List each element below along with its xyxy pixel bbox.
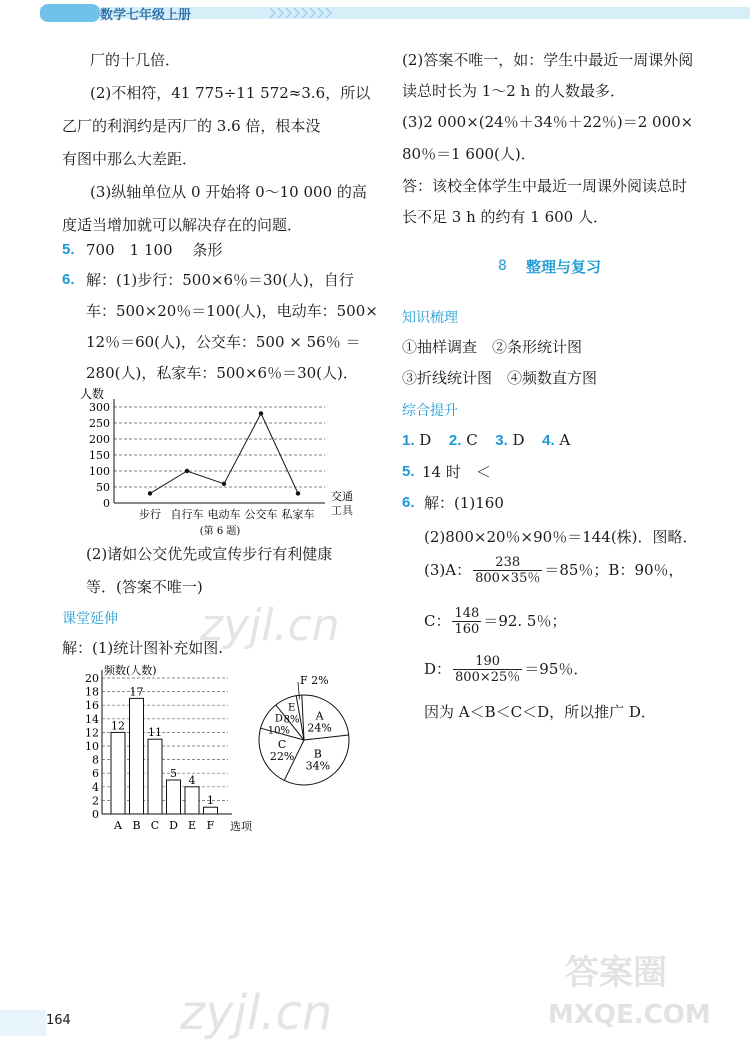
right-line-4: 80％＝1 600(人)．: [402, 145, 536, 163]
line-chart-series-line: [150, 413, 298, 493]
pie-chart: [248, 668, 360, 798]
answer-2-number: 2.: [448, 432, 462, 449]
bar-chart-bar: [130, 698, 144, 814]
fraction-c: [452, 606, 481, 637]
answer-6-part-1: 解：(1)160: [424, 494, 504, 512]
bar-chart-ytick: 10: [85, 740, 99, 753]
line-chart-ytick: 300: [89, 401, 110, 414]
frac-d-prefix: D：: [424, 660, 452, 678]
watermark-1: zyjl.cn: [200, 600, 340, 651]
answer-5: 14 时 ＜: [422, 463, 491, 481]
line-chart-xtick: 电动车: [207, 508, 241, 521]
line-chart-xtick: 公交车: [244, 508, 278, 521]
bar-chart-bar: [204, 807, 218, 814]
left-line-5: (3)纵轴单位从 0 开始将 0～10 000 的高: [90, 183, 367, 201]
fraction-d-denominator: 800×25％: [455, 670, 521, 685]
answers-row: [402, 430, 570, 451]
bar-chart-ytick: 18: [85, 685, 99, 699]
pie-chart-slice-value: 8%: [283, 714, 300, 726]
left-line-6: 度适当增加就可以解决存在的问题．: [62, 216, 303, 234]
right-line-3: (3)2 000×(24％＋34％＋22％)＝2 000×: [402, 113, 694, 131]
section-title-knowledge: 知识梳理: [402, 310, 458, 326]
answer-6-part-3-d: [424, 654, 588, 685]
line-chart-ylabel: 人数: [80, 387, 105, 401]
bar-chart-value-label: 11: [148, 726, 162, 740]
left-line-2: (2)不相符，41 775÷11 572≈3.6，所以: [90, 84, 371, 102]
watermark-4: MXQE.COM: [548, 1000, 711, 1030]
line-chart-xtick: 私家车: [281, 508, 315, 521]
bar-chart-ytick: 14: [85, 712, 99, 726]
bar-chart-value-label: 1: [207, 794, 214, 808]
q5-answer: 700 1 100 条形: [86, 241, 223, 259]
footer-tab: [0, 1010, 46, 1036]
watermark-3: 答案圈: [565, 953, 667, 993]
line-chart-point: [185, 469, 189, 473]
header-title: 数学七年级上册: [100, 8, 192, 23]
answer-3-number: 3.: [495, 432, 508, 449]
line-chart: [80, 382, 370, 542]
pie-chart-slice-label: B: [313, 747, 322, 761]
q6-line-4: 280(人)，私家车：500×6％＝30(人)．: [86, 364, 358, 382]
frac-a-prefix: (3)A：: [424, 561, 472, 579]
bar-chart-bar: [185, 787, 199, 814]
bar-chart-xlabel: 选项: [230, 820, 252, 833]
bar-chart-xtick: E: [187, 819, 197, 832]
pie-chart-slice-value: 22%: [269, 749, 295, 763]
line-chart-ytick: 250: [89, 417, 110, 430]
fraction-c-denominator: 160: [454, 622, 480, 637]
bar-chart-value-label: 17: [129, 685, 144, 699]
bar-chart-xtick: B: [132, 819, 141, 832]
line-chart-xtick: 自行车: [170, 508, 204, 521]
line-chart-point: [148, 491, 152, 495]
left-line-1: 厂的十几倍．: [90, 51, 181, 69]
line-chart-xtick: 步行: [139, 508, 161, 521]
knowledge-line-1: ①抽样调查 ②条形统计图: [402, 338, 583, 356]
answer-4: A: [559, 431, 571, 449]
pie-chart-slice-value: 34%: [305, 759, 331, 773]
fraction-d: [453, 654, 522, 685]
page-number: 164: [46, 1013, 71, 1028]
answer-3: D: [512, 431, 525, 449]
chapter-number: 8: [498, 258, 507, 274]
section-title-extension: 课堂延伸: [62, 611, 118, 627]
answer-1-number: 1.: [402, 432, 415, 449]
frac-c-suffix: ＝92. 5％；: [483, 612, 567, 630]
frac-d-suffix: ＝95％．: [524, 660, 589, 678]
bar-chart-ytick: 4: [92, 780, 99, 794]
chapter-title: 整理与复习: [526, 258, 602, 276]
fraction-d-numerator: 190: [453, 654, 522, 670]
frac-a-suffix: ＝85％；B：90％，: [544, 561, 684, 579]
q6-line-3: 12％＝60(人)，公交车：500 × 56％ ＝: [86, 333, 361, 351]
answer-6-part-2: (2)800×20％×90％＝144(株)．图略．: [424, 528, 698, 546]
bar-chart-value-label: 12: [111, 719, 125, 733]
answer-6-number: 6.: [402, 494, 415, 511]
answer-6-part-3-a: [424, 555, 684, 586]
q6-line-1: 解：(1)步行：500×6％＝30(人)，自行: [86, 271, 354, 289]
fraction-a-numerator: 238: [473, 555, 542, 571]
bar-chart-ylabel: 频数(人数): [104, 664, 157, 677]
bar-chart-ytick: 6: [92, 767, 99, 781]
bar-chart-xtick: D: [169, 819, 178, 832]
bar-chart-ytick: 0: [92, 808, 99, 821]
answer-5-number: 5.: [402, 463, 415, 480]
line-chart-xlabel-bottom: 工具: [331, 504, 353, 517]
bar-chart-ytick: 2: [92, 794, 99, 808]
right-line-1: (2)答案不唯一，如：学生中最近一周课外阅: [402, 51, 694, 69]
pie-chart-slice-label: A: [315, 709, 324, 723]
left-line-4: 有图中那么大差距．: [62, 150, 198, 168]
bar-chart-bar: [111, 732, 125, 814]
q5-number: 5.: [62, 241, 75, 258]
line-chart-ytick: 50: [96, 481, 110, 494]
pie-chart-slice-value: 24%: [307, 721, 332, 735]
knowledge-line-2: ③折线统计图 ④频数直方图: [402, 369, 598, 387]
fraction-c-numerator: 148: [454, 606, 480, 621]
right-line-2: 读总时长为 1～2 h 的人数最多．: [402, 82, 626, 100]
line-chart-caption: (第 6 题): [199, 526, 241, 537]
pie-chart-slice-label: E: [287, 702, 296, 714]
frac-c-prefix: C：: [424, 612, 451, 630]
q6-line-2: 车：500×20％＝100(人)，电动车：500×: [86, 302, 378, 320]
answer-4-number: 4.: [542, 432, 555, 449]
q6-number: 6.: [62, 271, 75, 288]
line-chart-ytick: 150: [89, 449, 110, 462]
line-chart-ytick: 200: [89, 433, 110, 446]
pie-chart-slice-value: 10%: [267, 725, 291, 737]
pie-chart-slice-label: C: [277, 737, 287, 751]
right-line-5: 答：该校全体学生中最近一周课外阅读总时: [402, 177, 688, 195]
bar-chart-xtick: A: [114, 819, 122, 832]
fraction-a-denominator: 800×35％: [475, 571, 541, 586]
answer-1: D: [419, 431, 432, 449]
line-chart-ytick: 100: [89, 465, 110, 478]
bar-chart-ytick: 8: [92, 753, 99, 767]
bar-chart-xtick: F: [206, 819, 215, 832]
pie-chart-slice-label-f: F 2%: [300, 674, 329, 687]
header-band: [40, 4, 750, 23]
watermark-2: zyjl.cn: [180, 985, 333, 1041]
line-chart-point: [259, 411, 263, 415]
right-line-6: 长不足 3 h 的约有 1 600 人．: [402, 208, 608, 226]
bar-chart-ytick: 12: [85, 726, 99, 740]
section-title-comprehensive: 综合提升: [402, 403, 458, 419]
bar-chart-value-label: 5: [170, 767, 177, 780]
pie-chart-slice-label: D: [274, 713, 283, 725]
bar-chart-value-label: 4: [188, 773, 196, 787]
line-chart-point: [222, 482, 226, 486]
bar-chart-ytick: 16: [85, 699, 99, 713]
left-line-3: 乙厂的利润约是丙厂的 3.6 倍，根本没: [62, 117, 321, 135]
fraction-a: [473, 555, 542, 586]
answer-6-conclusion: 因为 A＜B＜C＜D，所以推广 D．: [424, 703, 656, 721]
answer-6-part-3-c: [424, 606, 566, 637]
answer-2: C: [466, 431, 478, 449]
bar-chart: [82, 662, 257, 837]
extension-line-1: 解：(1)统计图补充如图.: [62, 639, 224, 657]
bar-chart-ytick: 20: [85, 672, 99, 685]
line-chart-point: [296, 491, 300, 495]
line-chart-xlabel-top: 交通: [331, 490, 353, 503]
line-chart-ytick: 0: [103, 497, 110, 510]
q6-part2-line-2: 等．(答案不唯一): [86, 578, 203, 596]
bar-chart-bar: [148, 739, 162, 814]
bar-chart-bar: [167, 780, 181, 814]
bar-chart-xtick: C: [150, 819, 160, 832]
q6-part2-line-1: (2)诸如公交优先或宣传步行有利健康: [86, 545, 333, 563]
